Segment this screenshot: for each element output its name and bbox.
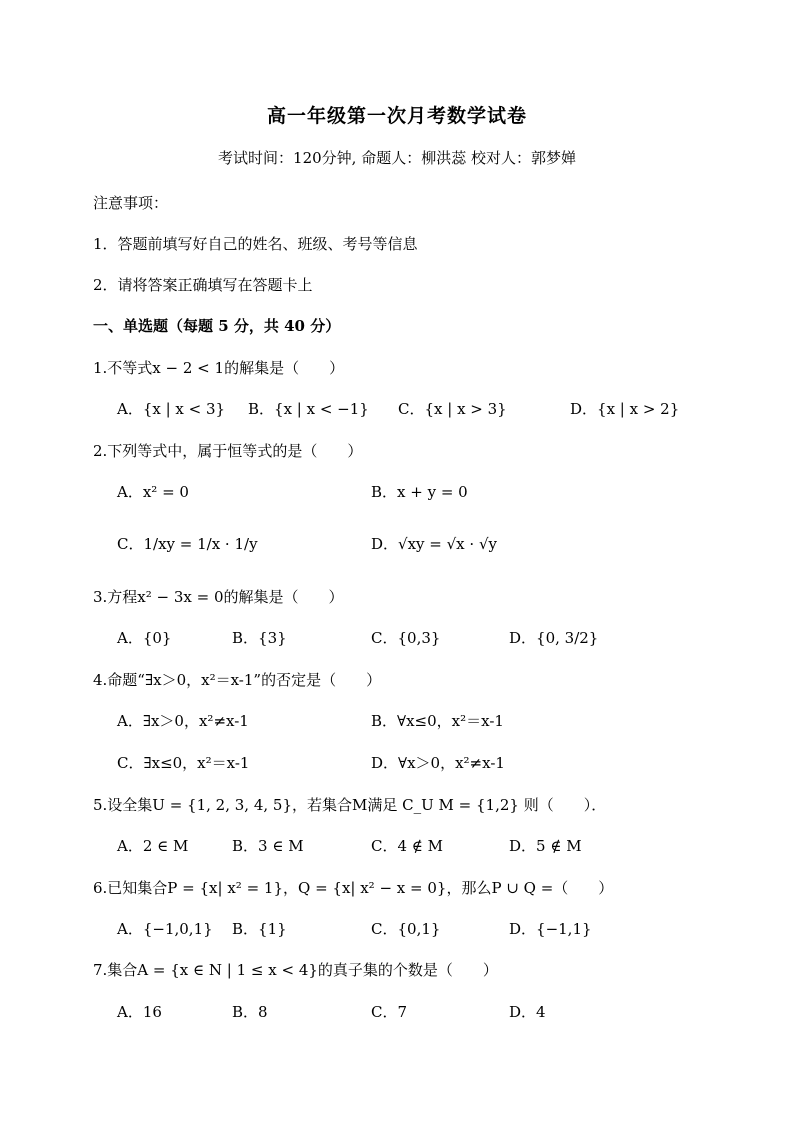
question-5-option-b: B．3 ∈ M bbox=[232, 837, 304, 855]
question-5-option-c: C．4 ∉ M bbox=[371, 837, 444, 855]
question-3-option-d: D．{0, 3/2} bbox=[509, 629, 599, 647]
question-3-option-a: A．{0} bbox=[117, 629, 172, 647]
question-2-option-d: D．√xy = √x · √y bbox=[371, 535, 497, 553]
question-2-option-a: A．x² = 0 bbox=[117, 483, 189, 501]
question-4-stem: 4.命题“∃x＞0，x²＝x-1”的否定是（ ） bbox=[93, 671, 382, 689]
question-2-stem: 2.下列等式中，属于恒等式的是（ ） bbox=[93, 442, 363, 460]
question-5-stem: 5.设全集U = {1, 2, 3, 4, 5}，若集合M满足 C_U M = {1,2} 则（ ）． bbox=[93, 796, 607, 814]
question-3-option-c: C．{0,3} bbox=[371, 629, 441, 647]
question-5-option-d: D．5 ∉ M bbox=[509, 837, 582, 855]
question-7-option-b: B．8 bbox=[232, 1003, 268, 1021]
question-1-option-d: D．{x | x > 2} bbox=[570, 400, 680, 418]
question-5-option-a: A．2 ∈ M bbox=[117, 837, 189, 855]
question-7-stem: 7.集合A = {x ∈ N | 1 ≤ x < 4}的真子集的个数是（ ） bbox=[93, 961, 498, 979]
note-item-2: 2．请将答案正确填写在答题卡上 bbox=[93, 276, 313, 294]
question-6-option-a: A．{−1,0,1} bbox=[117, 920, 213, 938]
question-2-option-c: C．1/xy = 1/x · 1/y bbox=[117, 535, 258, 553]
notes-heading: 注意事项： bbox=[93, 194, 169, 212]
question-4-option-a: A．∃x＞0，x²≠x-1 bbox=[117, 712, 249, 730]
question-6-stem: 6.已知集合P = {x| x² = 1}，Q = {x| x² − x = 0}，那么P ∪ Q =（ ） bbox=[93, 879, 614, 897]
question-2-option-b: B．x + y = 0 bbox=[371, 483, 468, 501]
question-3-option-b: B．{3} bbox=[232, 629, 287, 647]
question-7-option-d: D．4 bbox=[509, 1003, 546, 1021]
question-7-option-c: C．7 bbox=[371, 1003, 408, 1021]
question-1-option-c: C．{x | x > 3} bbox=[398, 400, 507, 418]
question-4-option-c: C．∃x≤0，x²＝x-1 bbox=[117, 754, 250, 772]
question-1-option-b: B．{x | x < −1} bbox=[248, 400, 369, 418]
question-6-option-b: B．{1} bbox=[232, 920, 287, 938]
question-4-option-b: B．∀x≤0，x²＝x-1 bbox=[371, 712, 504, 730]
question-4-option-d: D．∀x＞0，x²≠x-1 bbox=[371, 754, 505, 772]
question-7-option-a: A．16 bbox=[117, 1003, 162, 1021]
question-1-stem: 1.不等式x − 2 < 1的解集是（ ） bbox=[93, 359, 345, 377]
exam-subtitle: 考试时间：120分钟, 命题人：柳洪蕊 校对人：郭梦婵 bbox=[218, 149, 576, 167]
question-6-option-d: D．{−1,1} bbox=[509, 920, 592, 938]
question-6-option-c: C．{0,1} bbox=[371, 920, 441, 938]
section-heading: 一、单选题（每题 5 分，共 40 分） bbox=[93, 317, 341, 335]
exam-title: 高一年级第一次月考数学试卷 bbox=[266, 105, 527, 127]
question-1-option-a: A．{x | x < 3} bbox=[117, 400, 226, 418]
question-3-stem: 3.方程x² − 3x = 0的解集是（ ） bbox=[93, 588, 344, 606]
note-item-1: 1．答题前填写好自己的姓名、班级、考号等信息 bbox=[93, 235, 418, 253]
